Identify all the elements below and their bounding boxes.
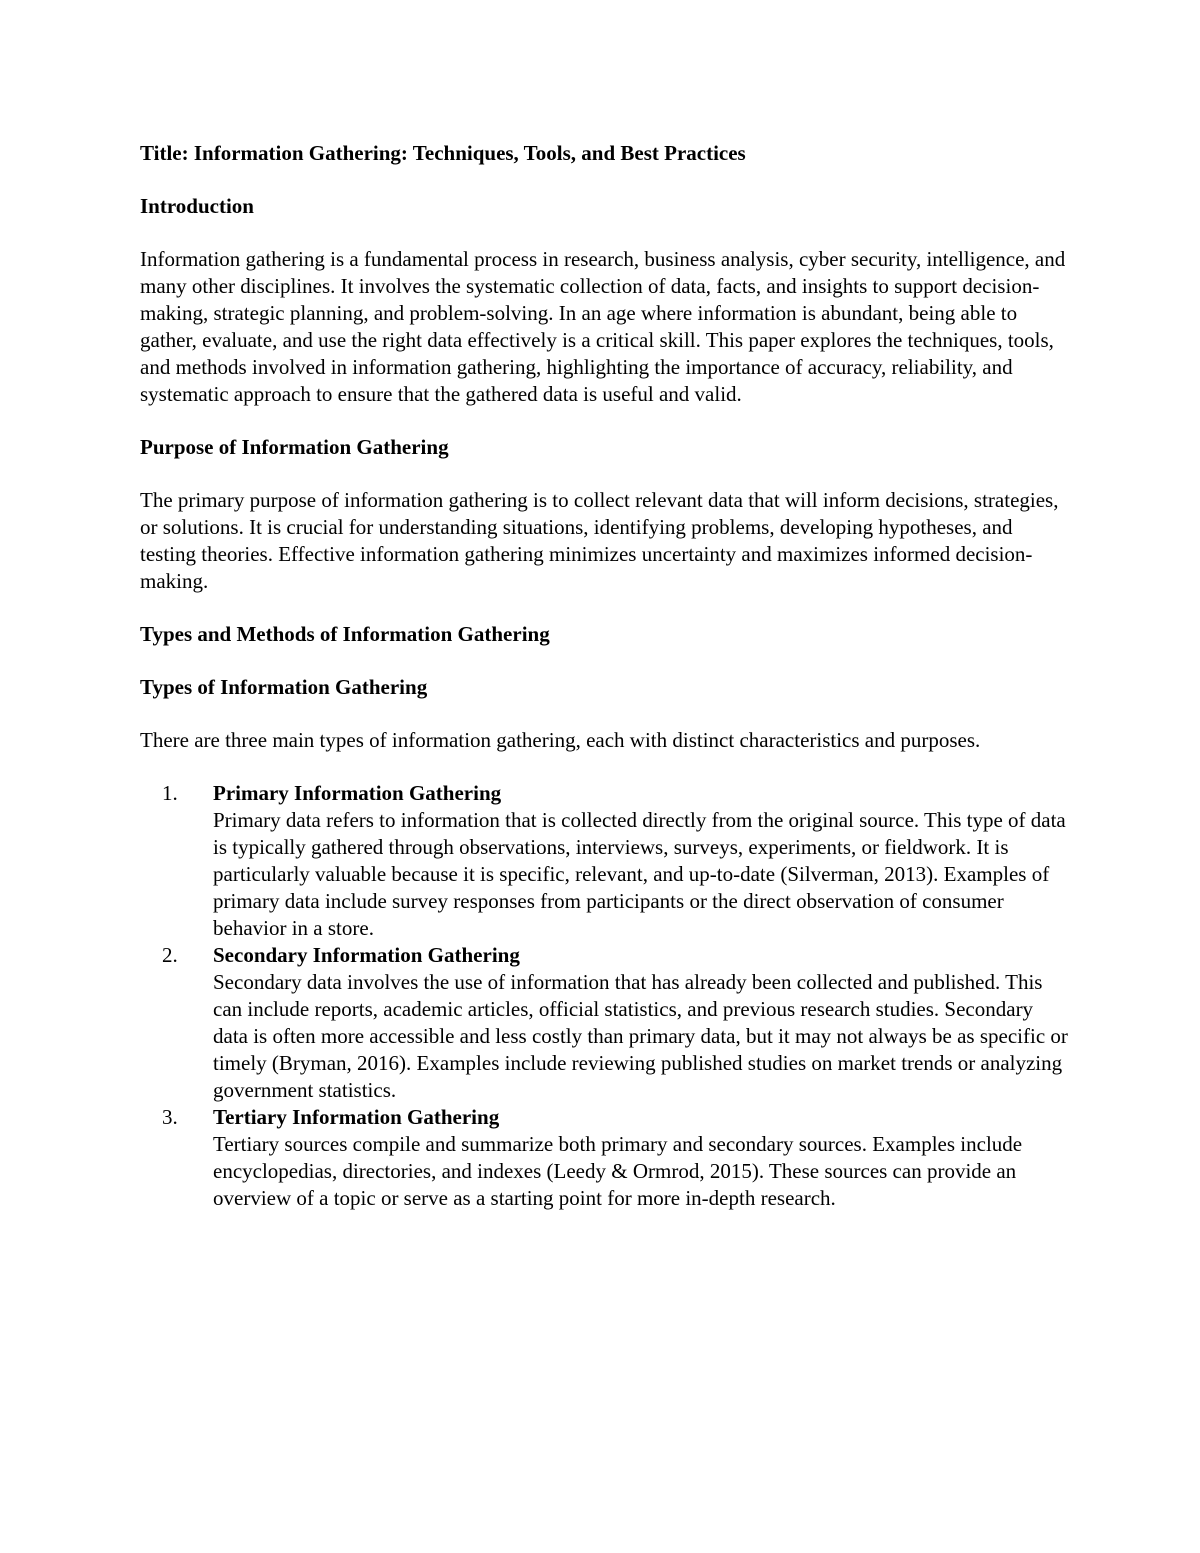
list-item-title: Primary Information Gathering (213, 781, 502, 805)
types-list (140, 780, 1070, 1212)
introduction-heading: Introduction (140, 194, 254, 218)
types-heading: Types of Information Gathering (140, 675, 428, 699)
list-item-body: Tertiary sources compile and summarize both primary and secondary sources. Examples include encyclopedias, directories, and indexes (Leedy & Ormrod, 2015). These sources can provide an overview of a topic or serve as a starting point for more in-depth research. (213, 1132, 1023, 1210)
purpose-paragraph: The primary purpose of information gathering is to collect relevant data that will inform decisions, strategies, or solutions. It is crucial for understanding situations, identifying problems, developing hypotheses, and testing theories. Effective information gathering minimizes uncertainty and maximizes informed decision-making. (140, 488, 1059, 593)
document-title: Title: Information Gathering: Techniques, Tools, and Best Practices (140, 141, 746, 165)
purpose-heading: Purpose of Information Gathering (140, 435, 449, 459)
list-item-number: 1. (162, 781, 178, 805)
list-item-tertiary (140, 1104, 1070, 1212)
list-item-title: Tertiary Information Gathering (213, 1105, 500, 1129)
list-item-body: Secondary data involves the use of information that has already been collected and published. This can include reports, academic articles, official statistics, and previous research studies. Secondary data is often more accessible and less costly than primary data, but it may not always be as specific or timely (Bryman, 2016). Examples include reviewing published studies on market trends or analyzing government statistics. (213, 970, 1068, 1102)
types-methods-heading: Types and Methods of Information Gathering (140, 622, 550, 646)
list-item-title: Secondary Information Gathering (213, 943, 520, 967)
list-item-number: 2. (162, 943, 178, 967)
introduction-paragraph: Information gathering is a fundamental process in research, business analysis, cyber security, intelligence, and many other disciplines. It involves the systematic collection of data, facts, and insights to support decision-making, strategic planning, and problem-solving. In an age where information is abundant, being able to gather, evaluate, and use the right data effectively is a critical skill. This paper explores the techniques, tools, and methods involved in information gathering, highlighting the importance of accuracy, reliability, and systematic approach to ensure that the gathered data is useful and valid. (140, 247, 1066, 406)
list-item-secondary (140, 942, 1070, 1104)
document-page (140, 140, 1070, 1212)
list-item-body: Primary data refers to information that is collected directly from the original source. This type of data is typically gathered through observations, interviews, surveys, experiments, or fieldwork. It is particularly valuable because it is specific, relevant, and up-to-date (Silverman, 2013). Examples of primary data include survey responses from participants or the direct observation of consumer behavior in a store. (213, 808, 1066, 940)
types-intro-paragraph: There are three main types of information gathering, each with distinct characteristics and purposes. (140, 728, 981, 752)
list-item-number: 3. (162, 1105, 178, 1129)
list-item-primary (140, 780, 1070, 942)
